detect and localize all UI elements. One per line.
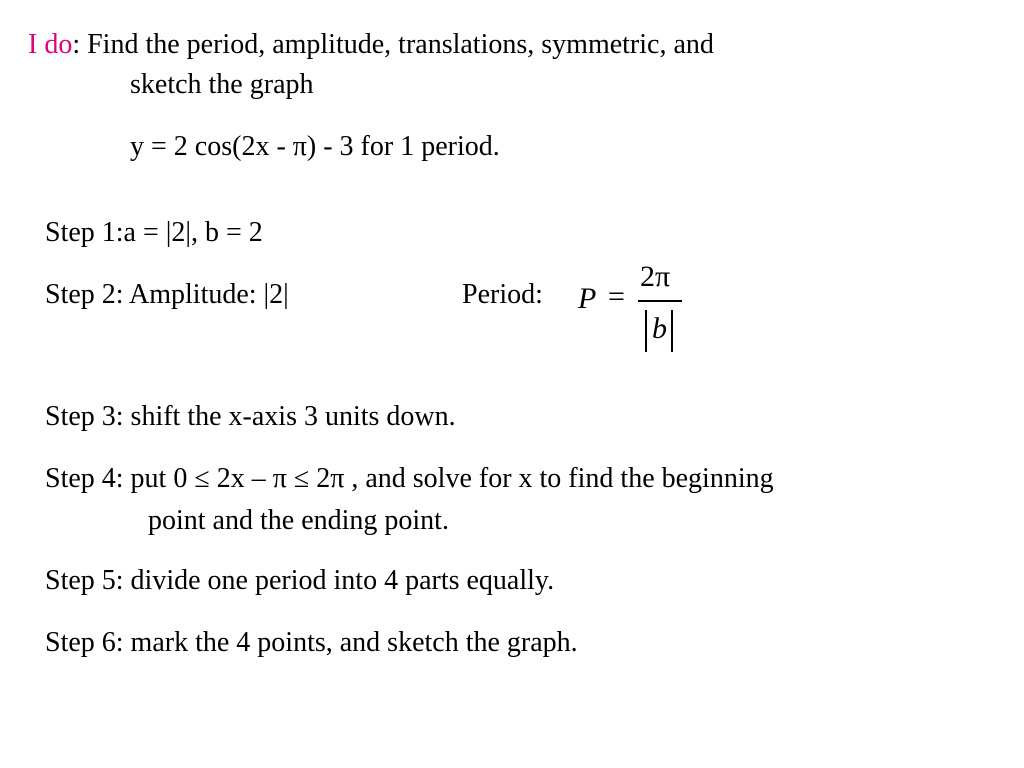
fraction-bar: [638, 300, 682, 302]
step-2-amplitude: Step 2: Amplitude: |2|: [45, 279, 289, 310]
step-4-line-1: Step 4: put 0 ≤ 2x – π ≤ 2π , and solve for x to find the beginning: [45, 463, 774, 494]
equation-line: y = 2 cos(2x - π) - 3 for 1 period.: [130, 131, 500, 162]
step-3: Step 3: shift the x-axis 3 units down.: [45, 401, 456, 432]
period-formula: [578, 258, 688, 358]
formula-denominator: b: [652, 312, 667, 345]
step-6: Step 6: mark the 4 points, and sketch the graph.: [45, 627, 578, 658]
i-do-label: I do: [28, 29, 73, 60]
step-5: Step 5: divide one period into 4 parts equally.: [45, 565, 555, 596]
formula-numerator: 2π: [640, 260, 671, 293]
step-2-period-label: Period:: [462, 279, 543, 310]
header-line-2: sketch the graph: [130, 69, 314, 100]
header-colon: :: [72, 29, 81, 60]
formula-equals: =: [608, 280, 625, 313]
formula-lhs: P: [578, 282, 597, 315]
abs-bar-right: [671, 310, 673, 352]
step-1: Step 1:a = |2|, b = 2: [45, 217, 263, 248]
step-4-line-2: point and the ending point.: [148, 505, 449, 536]
header-line-1: [28, 28, 714, 62]
abs-bar-left: [645, 310, 647, 352]
instruction-text: Find the period, amplitude, translations, symmetric, and: [80, 29, 714, 60]
